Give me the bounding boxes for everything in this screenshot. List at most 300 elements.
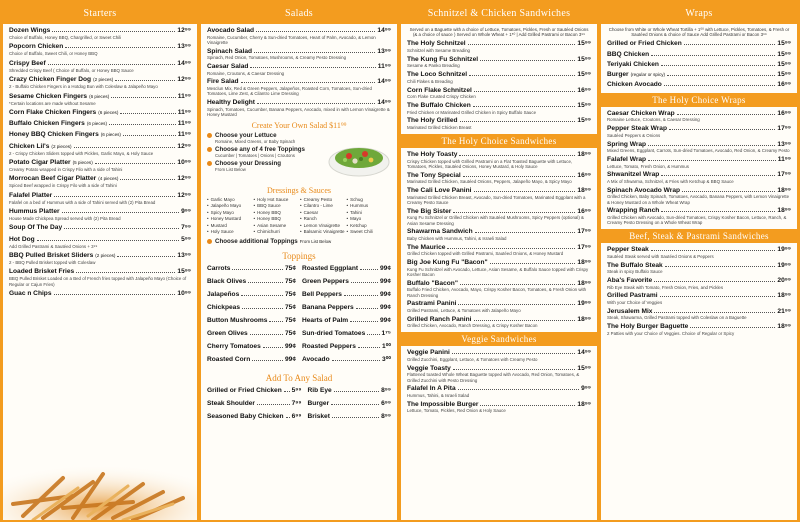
menu-item-name: Veggie Panini	[407, 349, 450, 357]
holy-wraps-heading: The Holy Choice Wraps	[601, 93, 797, 107]
menu-item-row	[607, 61, 791, 69]
menu-item-row	[207, 78, 391, 86]
menu-item	[601, 110, 797, 123]
topping-item	[207, 278, 296, 286]
dot-leader	[248, 282, 283, 283]
additional-toppings-sub: From List Below	[299, 239, 332, 245]
menu-item-name: Soup Of The Day	[9, 224, 63, 232]
add-to-salad-list	[201, 387, 397, 426]
menu-item-name: Chicken Lil's	[9, 142, 50, 150]
menu-item-name: The Kung Fu Schnitzel	[407, 55, 479, 63]
dot-leader	[473, 106, 576, 107]
menu-item-row	[9, 159, 191, 167]
menu-item-description: House Made Chickpea Spread served with (2) Pita Bread	[9, 216, 121, 222]
menu-item	[201, 78, 397, 96]
dot-leader	[356, 308, 378, 309]
dot-leader	[661, 211, 775, 212]
topping-item	[302, 356, 391, 364]
menu-item-name: Big Joe Kung Fu "Bacon"	[407, 259, 488, 267]
dot-leader	[351, 282, 378, 283]
dot-leader	[360, 269, 378, 270]
dot-leader	[241, 295, 283, 296]
topping-name: Sun-dried Tomatoes	[302, 330, 366, 338]
menu-item-portion: (6 pieces)	[100, 132, 121, 138]
menu-item-price: 18⁹⁹	[577, 400, 591, 408]
menu-item	[601, 308, 797, 321]
dot-leader	[54, 294, 176, 295]
menu-item-name: Hummus Platter	[9, 208, 60, 216]
menu-item-price: 18⁹⁹	[577, 279, 591, 287]
menu-item-name: The Tony Special	[407, 171, 461, 179]
bullet-icon	[207, 147, 212, 152]
salad-step-label: Choose your Lettuce	[215, 131, 277, 139]
salad-step-description: From List Below	[215, 166, 246, 172]
menu-item-description: Romaine Lettuce, Croutons, & Caesar Dressing	[607, 117, 700, 123]
dot-leader	[358, 347, 380, 348]
salad-step-title	[207, 160, 315, 167]
topping-item	[207, 343, 296, 351]
menu-item	[3, 268, 197, 286]
menu-item-portion: (2 pieces)	[93, 77, 114, 83]
add-to-salad-heading: Add To Any Salad	[265, 373, 333, 384]
menu-item-name: Crazy Chicken Finger Dog	[9, 76, 92, 84]
dot-leader	[684, 44, 776, 45]
menu-item	[401, 365, 597, 383]
dot-leader	[111, 97, 176, 98]
dot-leader	[452, 353, 576, 354]
menu-item-row	[9, 43, 191, 51]
topping-item	[302, 330, 391, 338]
menu-item-price: 7⁹⁹	[181, 224, 191, 232]
topping-price: 75¢	[284, 330, 296, 338]
menu-item-price: 15⁹⁹	[777, 70, 791, 78]
topping-price: 6⁹⁹	[291, 413, 302, 421]
menu-item-price: 16⁹⁹	[777, 109, 791, 117]
dressing-item: • Cilantro - Lime	[300, 203, 345, 209]
salad-step-label: Choose any of 4 free Toppings	[215, 145, 305, 153]
salad-bowl-photo	[327, 132, 391, 178]
dot-leader	[669, 129, 775, 130]
menu-item-description: Grilled Chicken with Avocado, Sun-dried Tomatoes, Crispy Kosher Bacon, Lettuce, Ranch, & Creamy Pesto Dressing on a Whole Wheat Wrap	[607, 214, 787, 226]
menu-item-name: Popcorn Chicken	[9, 43, 64, 51]
dot-leader	[257, 103, 375, 104]
dot-leader	[64, 228, 179, 229]
menu-item-name: Spinach Avocado Wrap	[607, 186, 681, 194]
dot-leader	[667, 75, 775, 76]
starters-column	[3, 2, 197, 520]
menu-item-description: Choice of Buffalo, Sweet Chili, or Honey BBQ	[9, 51, 98, 57]
menu-item-description: Marinated Grilled Chicken Breast	[407, 124, 472, 130]
topping-price: 99¢	[379, 304, 391, 312]
dot-leader	[661, 65, 775, 66]
menu-item-price: 15⁹⁹	[577, 40, 591, 48]
topping-price: 75¢	[284, 265, 296, 273]
menu-item-description: Spinach, Tomatoes, Cucumber, Banana Peppers, Avocado, mixed in with Lemon Vinaigrette & Honey Mustard	[207, 106, 390, 117]
menu-item-row	[607, 323, 791, 331]
menu-item-price: 19⁹⁹	[777, 246, 791, 254]
menu-item-price: 17⁹⁹	[577, 243, 591, 251]
menu-item-description: Sautéed Peppers & Onions	[607, 132, 661, 138]
topping-name: Brisket	[307, 413, 330, 421]
menu-item-name: Fire Salad	[207, 78, 239, 86]
menu-item-price: 15⁹⁹	[777, 40, 791, 48]
menu-item-price: 14⁹⁹	[177, 59, 191, 67]
menu-item-name: Grilled or Fried Chicken	[607, 40, 682, 48]
dressing-item: • Mayo	[347, 216, 392, 222]
menu-item	[401, 244, 597, 257]
topping-item	[302, 317, 391, 325]
dot-leader	[458, 304, 575, 305]
menu-item-name: Grilled Ranch Panini	[407, 315, 472, 323]
menu-item-row	[9, 76, 191, 84]
topping-name: Bell Peppers	[302, 291, 342, 299]
beef-heading: Beef, Steak & Pastrami Sandwiches	[601, 229, 797, 243]
menu-item	[401, 102, 597, 115]
menu-item-row	[407, 244, 591, 252]
menu-item-row	[9, 290, 191, 298]
menu-item-name: BBQ Pulled Brisket Sliders	[9, 252, 94, 260]
menu-item-price: 15⁹⁹	[777, 60, 791, 68]
menu-item-row	[207, 48, 391, 56]
menu-item-description: Steak in spicy Buffalo Sauce	[607, 269, 663, 275]
topping-price: 75¢	[284, 291, 296, 299]
menu-item-name: Crispy Beef	[9, 59, 46, 67]
menu-item	[3, 236, 197, 249]
dot-leader	[648, 160, 776, 161]
menu-item	[601, 125, 797, 138]
menu-item-row	[9, 27, 191, 35]
menu-item-description: Add Grilled Pastrami & Sautéed Onions + 3⁹⁹	[9, 243, 98, 249]
menu-item-portion: (6 pieces)	[98, 109, 119, 115]
menu-item-portion: (2 pieces)	[51, 143, 72, 149]
menu-item-description: Grilled Zucchini, Eggplant, Lettuce, & Tomatoes with Creamy Pesto	[407, 357, 538, 363]
menu-item-row	[407, 316, 591, 324]
menu-item-portion: (regular or spicy)	[630, 71, 666, 77]
menu-item-name: The Holy Schnitzel	[407, 40, 466, 48]
topping-price: 1⁷⁵	[381, 330, 391, 338]
menu-item-name: The Holy Toasty	[407, 151, 458, 159]
dot-leader	[232, 269, 283, 270]
menu-item-name: Pepper Steak	[607, 246, 649, 254]
dot-leader	[286, 417, 290, 418]
topping-name: Banana Peppers	[302, 304, 354, 312]
dot-leader	[654, 312, 775, 313]
veggie-list	[401, 349, 597, 413]
holy-sandwiches-heading: The Holy Choice Sandwiches	[401, 134, 597, 148]
menu-item-price: 18⁹⁹	[777, 207, 791, 215]
topping-item	[302, 304, 391, 312]
schnitzel-note: Served on a Baguette with a choice of Lettuce, Tomatoes, Pickles, Fresh or Sautéed Onions (& a choice of sauce ) Served on Whole Wheat + 1⁵⁰ | Add Grilled Pastrami or Bacon 3⁹⁹	[409, 27, 589, 38]
menu-item-description: Marinated Grilled Chicken Breast, Avocado, Sun-dried Tomatoes, Marinated Eggplant with a Creamy Pesto Sauce	[407, 194, 586, 205]
menu-item-description: Buffalo Fried Chicken, Avocado, Mayo, Crispy Kosher Bacon, Tomatoes, & Fresh Onion with Ranch Dressing	[407, 287, 587, 298]
menu-item	[601, 292, 797, 305]
topping-price: 7⁹⁹	[291, 400, 302, 408]
menu-item-row	[407, 349, 591, 357]
topping-price: 99¢	[379, 278, 391, 286]
menu-item-description: With your Choice of Veggies	[607, 300, 663, 306]
dot-leader	[469, 75, 575, 76]
menu-item-description: Lettuce, Tomato, Fresh Onion, & Hummus	[607, 163, 689, 169]
menu-item	[401, 151, 597, 169]
dot-leader	[690, 327, 775, 328]
topping-name: Green Olives	[207, 330, 248, 338]
menu-item	[601, 246, 797, 259]
menu-item-row	[407, 56, 591, 64]
dressing-item: • Jalapeño Mayo	[207, 203, 251, 209]
menu-item	[601, 323, 797, 336]
menu-item-price: 17⁹⁹	[777, 171, 791, 179]
salad-step-label: Choose your Dressing	[215, 159, 282, 167]
menu-item-row	[607, 141, 791, 149]
menu-item-price: 12⁹⁹	[177, 76, 191, 84]
menu-item-price: 15⁹⁹	[777, 50, 791, 58]
dressing-item: • Balsamic Vinaigrette	[300, 229, 345, 235]
topping-price: 99¢	[284, 343, 296, 351]
schnitzel-heading: Schnitzel & Chicken Sandwiches	[401, 2, 597, 24]
menu-item-price: 12⁹⁹	[177, 142, 191, 150]
menu-item-price: 10⁹⁹	[177, 290, 191, 298]
menu-item-price: 13⁹⁹	[177, 252, 191, 260]
menu-item-row	[407, 259, 591, 267]
dressing-item: • Caesar	[300, 210, 345, 216]
dressing-item: • Tahini	[347, 210, 392, 216]
dot-leader	[257, 404, 290, 405]
dot-leader	[682, 191, 775, 192]
menu-item	[601, 81, 797, 89]
menu-item-row	[407, 401, 591, 409]
menu-item-price: 18⁹⁹	[577, 187, 591, 195]
menu-item-name: Honey BBQ Chicken Fingers	[9, 131, 99, 139]
menu-item	[3, 93, 197, 106]
menu-item	[401, 208, 597, 226]
menu-item-description: Spiced Beef wrapped in Crispy Filo with a side of Tahini	[9, 183, 117, 189]
menu-item	[601, 262, 797, 275]
dot-leader	[120, 179, 175, 180]
menu-item-name: Shwanitzel Wrap	[607, 171, 660, 179]
menu-item-portion: (4 pieces)	[98, 176, 119, 182]
menu-item-price: 16⁹⁹	[577, 86, 591, 94]
toppings-heading: Toppings	[282, 251, 316, 262]
menu-item-name: Dozen Wings	[9, 27, 51, 34]
menu-item-price: 14⁹⁹	[377, 78, 391, 86]
dot-leader	[269, 321, 283, 322]
dot-leader	[350, 321, 378, 322]
topping-item	[207, 387, 302, 395]
topping-price: 99¢	[379, 317, 391, 325]
menu-item-row	[407, 151, 591, 159]
topping-item	[207, 413, 302, 421]
dressings-list	[201, 197, 397, 235]
topping-item	[302, 291, 391, 299]
menu-item-price: 13⁹⁹	[177, 43, 191, 51]
dot-leader	[109, 124, 176, 125]
menu-item	[401, 187, 597, 205]
dot-leader	[256, 31, 375, 32]
menu-item-price: 16⁹⁹	[577, 207, 591, 215]
menu-item-price: 9⁹⁹	[581, 385, 591, 393]
menu-item-price: 11⁹⁹	[177, 108, 191, 116]
dressing-item: • Honey BBQ	[253, 216, 298, 222]
menu-item-name: Falafel In A Pita	[407, 385, 456, 393]
menu-item-description: Chili Flakes & Breading	[407, 78, 453, 84]
menu-item-name: The Buffalo Steak	[607, 261, 663, 269]
menu-item	[401, 280, 597, 298]
toppings-list	[201, 265, 397, 369]
create-your-own-salad	[201, 132, 397, 184]
menu-item-row	[9, 236, 191, 244]
dressing-item: • Garlic Mayo	[207, 197, 251, 203]
menu-item-description: Marinated Grilled Chicken, Sautéed Onions, Peppers, Jalapeño Mayo, & Spicy Mayo	[407, 179, 572, 185]
topping-item	[207, 291, 296, 299]
topping-price: 8⁹⁹	[381, 387, 391, 395]
wraps-note: Choose from White or Whole Wheat Tortilla + 1⁰⁰ with Lettuce, Pickles, Tomatoes, & Fresh or Sautéed Onions & choice of Sauce Add Grilled Pastrami or Bacon 3⁹⁹	[608, 27, 790, 38]
dot-leader	[123, 135, 176, 136]
dot-leader	[651, 55, 775, 56]
salads-list	[201, 27, 397, 117]
menu-item-row	[9, 268, 191, 276]
topping-price: 99¢	[379, 291, 391, 299]
dressing-item: • Hummus	[347, 203, 392, 209]
menu-item-name: Hot Dog	[9, 235, 35, 243]
dot-leader	[490, 263, 576, 264]
menu-item-description: Schnitzel with Sesame Breading	[407, 48, 470, 53]
menu-item	[601, 207, 797, 225]
menu-item-price: 13⁹⁹	[377, 47, 391, 55]
menu-item-name: The Buffalo Chicken	[407, 101, 471, 109]
topping-item	[207, 356, 296, 364]
topping-price: 75¢	[284, 278, 296, 286]
topping-item	[207, 317, 296, 325]
menu-item	[601, 51, 797, 59]
dot-leader	[95, 163, 176, 164]
menu-item-name: Jerusalem Mix	[607, 307, 653, 315]
menu-item-description: Grilled Chicken, Avocado, Ranch Dressing, & Crispy Kosher Bacon	[407, 323, 538, 329]
menu-item-row	[407, 385, 591, 393]
menu-item-name: The Impossible Burger	[407, 400, 479, 408]
dot-leader	[76, 272, 175, 273]
menu-item-price: 12⁹⁹	[177, 27, 191, 34]
menu-item-name: Guac n Chips	[9, 290, 52, 298]
dot-leader	[664, 85, 776, 86]
menu-item-name: Morrocan Beef Cigar Platter	[9, 175, 97, 183]
menu-item	[401, 385, 597, 398]
additional-toppings	[201, 235, 397, 247]
topping-name: Jalapeños	[207, 291, 240, 299]
menu-item	[201, 27, 397, 45]
menu-item-price: 18⁹⁹	[577, 315, 591, 323]
menu-item-name: Teriyaki Chicken	[607, 60, 659, 68]
menu-item-name: The Loco Schnitzel	[407, 71, 468, 79]
menu-item	[601, 156, 797, 169]
menu-item	[401, 228, 597, 241]
menu-item	[3, 290, 197, 298]
menu-item-name: Falafel Wrap	[607, 155, 647, 163]
dot-leader	[48, 64, 176, 65]
holy-sandwiches-list	[401, 151, 597, 328]
bullet-icon	[207, 239, 212, 244]
dot-leader	[54, 196, 175, 197]
menu-item-portion: (6 pieces)	[89, 93, 110, 99]
dot-leader	[250, 67, 375, 68]
menu-item	[601, 61, 797, 69]
menu-item-row	[9, 60, 191, 68]
menu-item	[401, 71, 597, 84]
menu-item-row	[9, 208, 191, 216]
menu-item-price: 18⁹⁹	[777, 186, 791, 194]
menu-item-price: 16⁹⁹	[777, 81, 791, 89]
topping-item	[308, 387, 391, 395]
menu-item-row	[607, 156, 791, 164]
dressing-item: • Creamy Pesto	[300, 197, 345, 203]
menu-item-row	[607, 207, 791, 215]
menu-item-description: Creamy Potato wrapped in Crispy Filo with a side of Tahini	[9, 166, 123, 172]
menu-item-row	[407, 102, 591, 110]
menu-item-price: 15⁹⁹	[577, 364, 591, 372]
menu-item	[601, 277, 797, 290]
menu-item	[3, 252, 197, 265]
menu-item-row	[407, 365, 591, 373]
topping-price: 99¢	[379, 265, 391, 273]
menu-item	[3, 60, 197, 73]
menu-item-row	[607, 125, 791, 133]
menu-item-price: 17⁹⁹	[577, 228, 591, 236]
menu-item-description: Fried Chicken or Marinated Grilled Chicken in Spicy Buffalo Sauce	[407, 109, 537, 115]
create-your-own-salad-heading: Create Your Own Salad $11⁹⁹	[251, 120, 347, 130]
menu-item-row	[607, 71, 791, 79]
additional-toppings-label: Choose additional Toppings	[215, 238, 298, 246]
dot-leader	[480, 60, 575, 61]
menu-item	[3, 120, 197, 128]
menu-item-row	[407, 228, 591, 236]
menu-item-name: The Cali Love Panini	[407, 187, 472, 195]
dot-leader	[474, 320, 576, 321]
dressing-item: • Sweet Chili	[347, 229, 392, 235]
dot-leader	[241, 82, 376, 83]
menu-item	[401, 87, 597, 100]
starters-heading: Starters	[3, 2, 197, 24]
menu-item-price: 11⁹⁹	[377, 62, 391, 70]
dot-leader	[250, 334, 283, 335]
topping-price: 3⁰⁰	[382, 356, 391, 364]
salad-step-title	[207, 132, 315, 139]
menu-item	[401, 56, 597, 69]
topping-name: Steak Shoulder	[207, 400, 256, 408]
menu-item-price: 9⁹⁹	[181, 208, 191, 216]
topping-item	[308, 400, 391, 408]
dressing-item: • Schug	[347, 197, 392, 203]
menu-item-name: The Maurice	[407, 243, 446, 251]
dot-leader	[74, 147, 176, 148]
menu-item	[3, 224, 197, 232]
menu-item-row	[607, 262, 791, 270]
menu-item-description: Kung Fu Schnitzel or Grilled Chicken with Sautéed Mushrooms, Spicy Peppers (optional) & Asian Sesame Dressing	[407, 215, 584, 226]
menu-item-row	[407, 71, 591, 79]
menu-item-name: Corn Flake Chicken Fingers	[9, 108, 97, 116]
menu-item-name: Caesar Chicken Wrap	[607, 109, 675, 117]
menu-item	[201, 48, 397, 61]
dot-leader	[654, 281, 775, 282]
menu-item-row	[9, 192, 191, 200]
dot-leader	[115, 80, 175, 81]
menu-item-row	[407, 40, 591, 48]
menu-item	[3, 175, 197, 188]
menu-item	[601, 141, 797, 154]
dot-leader	[62, 212, 179, 213]
menu-item-name: BBQ Chicken	[607, 50, 650, 58]
menu-item-name: Grilled Pastrami	[607, 292, 658, 300]
wraps-column	[601, 2, 797, 520]
dot-leader	[331, 404, 379, 405]
